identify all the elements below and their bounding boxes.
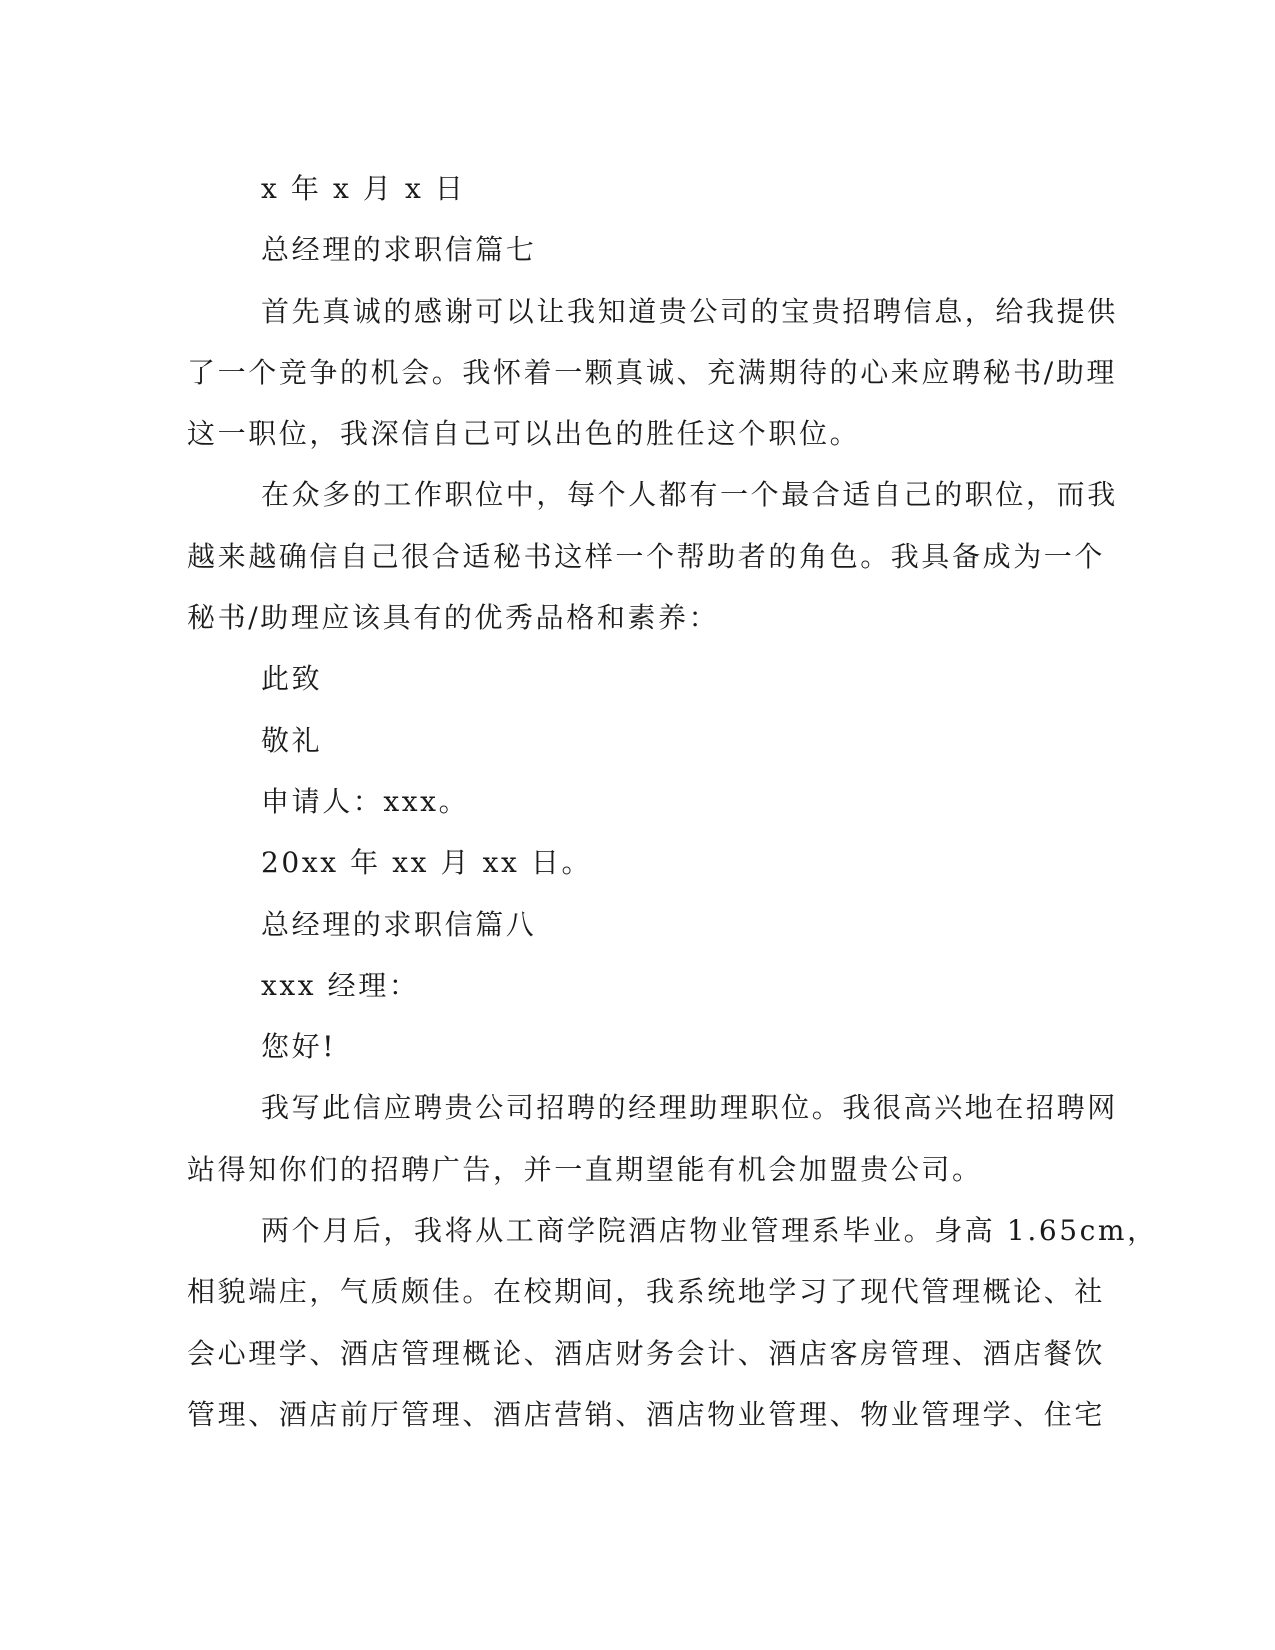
paragraph-line: 会心理学、酒店管理概论、酒店财务会计、酒店客房管理、酒店餐饮 xyxy=(187,1336,1106,1370)
closing-line: 敬礼 xyxy=(261,723,323,757)
paragraph-line: 首先真诚的感谢可以让我知道贵公司的宝贵招聘信息，给我提供 xyxy=(261,294,1118,328)
paragraph-line: 越来越确信自己很合适秘书这样一个帮助者的角色。我具备成为一个 xyxy=(187,539,1106,573)
paragraph-line: 管理、酒店前厅管理、酒店营销、酒店物业管理、物业管理学、住宅 xyxy=(187,1397,1106,1431)
greeting-line: 您好! xyxy=(261,1030,337,1064)
paragraph-line: 这一职位，我深信自己可以出色的胜任这个职位。 xyxy=(187,417,861,451)
date-line: 20xx 年 xx 月 xx 日。 xyxy=(261,846,593,880)
paragraph-line: 相貌端庄，气质颇佳。在校期间，我系统地学习了现代管理概论、社 xyxy=(187,1275,1106,1309)
paragraph-line: 在众多的工作职位中，每个人都有一个最合适自己的职位，而我 xyxy=(261,478,1118,512)
paragraph-line: 秘书/助理应该具有的优秀品格和素养： xyxy=(187,601,720,635)
document-body xyxy=(187,158,1158,1445)
date-line: x 年 x 月 x 日 xyxy=(261,172,466,205)
paragraph-line: 站得知你们的招聘广告，并一直期望能有机会加盟贵公司。 xyxy=(187,1152,983,1186)
closing-line: 此致 xyxy=(261,662,323,696)
paragraph-line: 我写此信应聘贵公司招聘的经理助理职位。我很高兴地在招聘网 xyxy=(261,1091,1118,1125)
paragraph-line: 两个月后，我将从工商学院酒店物业管理系毕业。身高 1.65cm， xyxy=(261,1214,1158,1248)
section-heading-7: 总经理的求职信篇七 xyxy=(261,233,537,267)
applicant-line: 申请人：xxx。 xyxy=(261,784,470,818)
salutation-line: xxx 经理： xyxy=(261,968,420,1002)
paragraph-line: 了一个竞争的机会。我怀着一颗真诚、充满期待的心来应聘秘书/助理 xyxy=(187,355,1118,389)
section-heading-8: 总经理的求职信篇八 xyxy=(261,907,537,941)
